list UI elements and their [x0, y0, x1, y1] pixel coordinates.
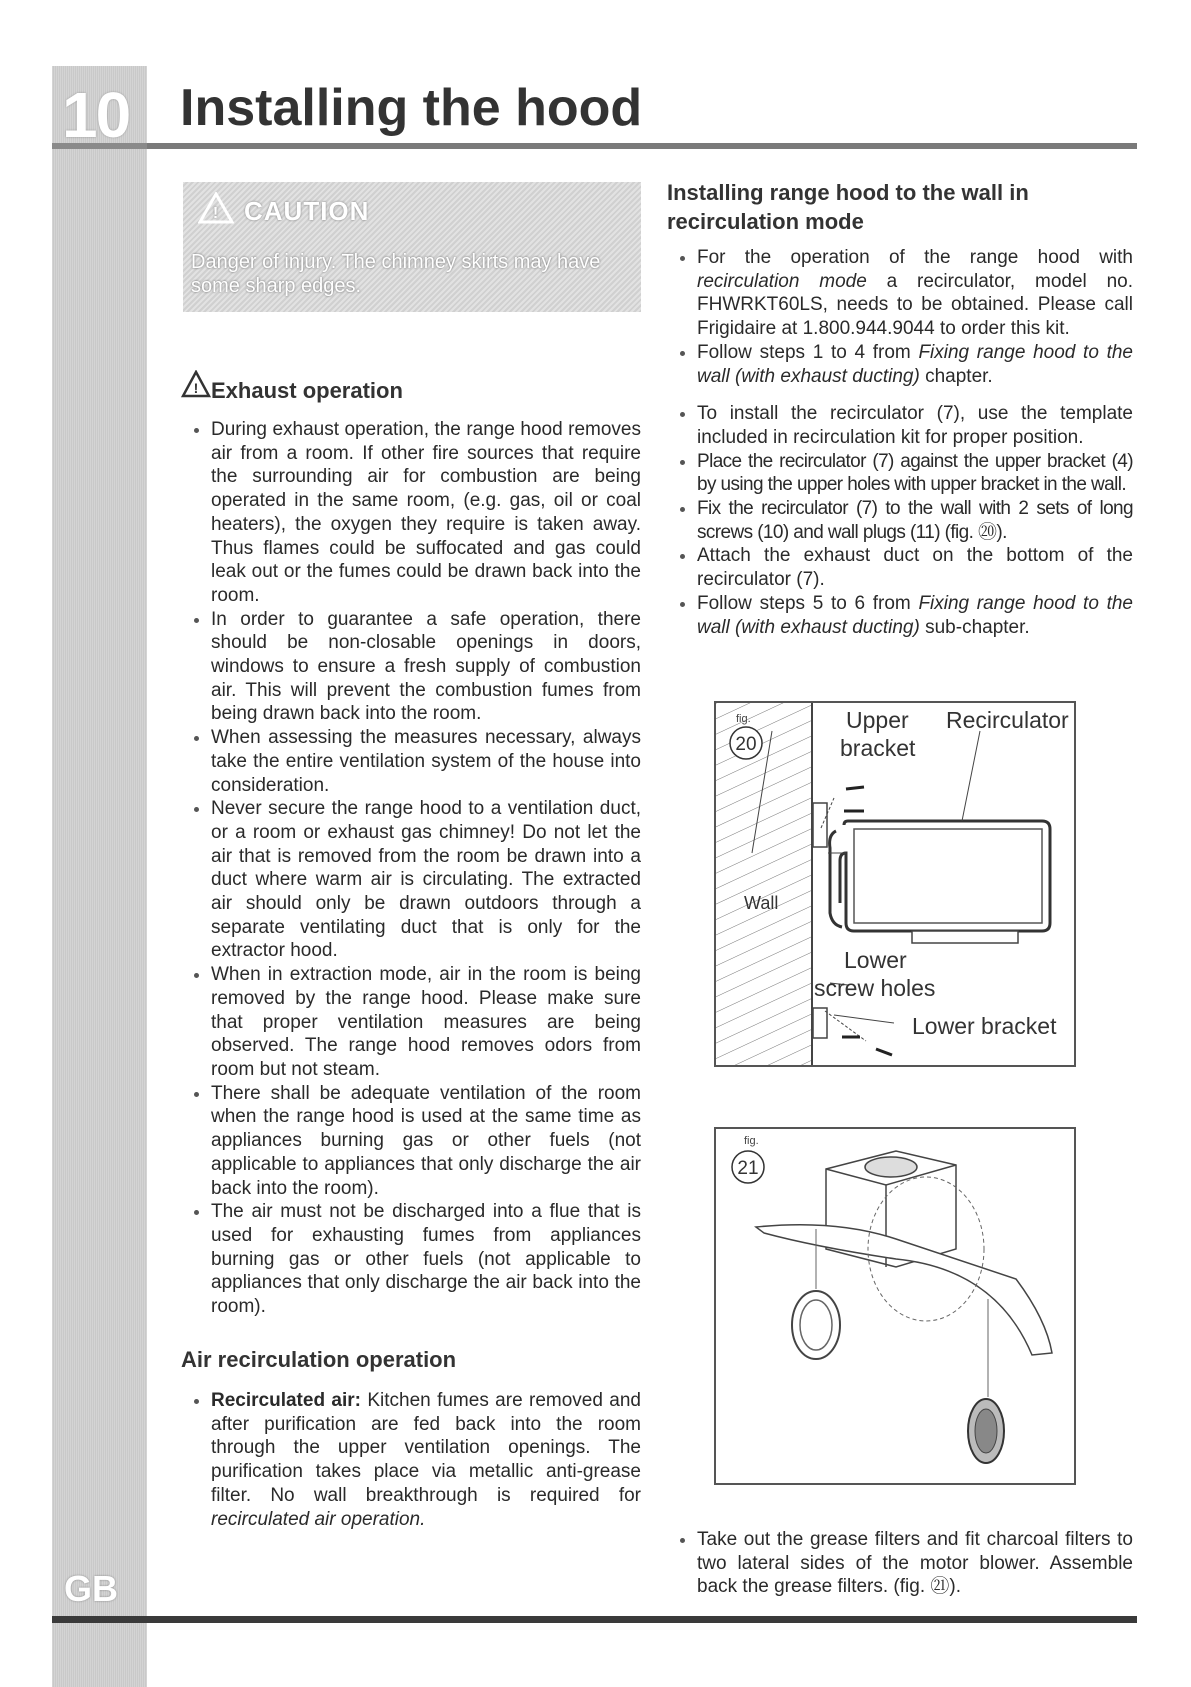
- callout-wall: Wall: [744, 893, 779, 913]
- list-item: • There shall be adequate ventilation of the room when the range hood is used at the same time as appliances burning gas or other fuels (not applicable to appliances that only discharge the air back into the room).: [211, 1082, 641, 1201]
- text-run: a recirculator, model no. FHWRKT60LS, needs to be obtained. Please call Frigidaire at 1.800.944.9044 to order this kit.: [697, 270, 1133, 340]
- list-item: [211, 1389, 641, 1531]
- exhaust-section: [181, 370, 641, 1319]
- callout-screw-holes: screw holes: [814, 975, 936, 1001]
- recirc-text: Kitchen fumes are removed and after purification are fed back into the room through the upper ventilation openings. The purification takes place via metallic anti-grease filter. No wall breakthrough is required for: [211, 1390, 641, 1506]
- final-step-list: [667, 1528, 1133, 1599]
- callout-lower-bracket: Lower bracket: [912, 1013, 1057, 1039]
- header-rule: [147, 143, 1137, 149]
- text-run: For the operation of the range hood with: [697, 247, 1133, 268]
- list-item: • Attach the exhaust duct on the bottom of the recirculator (7).: [697, 544, 1133, 591]
- list-item: [697, 592, 1133, 639]
- list-item: • Never secure the range hood to a ventilation duct, or a room or exhaust gas chimney! Do not let the air that is removed from the room be drawn into a duct where warm air is circulating. The extracted air should only be drawn outdoors through a separate ventilating duct that is only for the extractor hood.: [211, 797, 641, 963]
- list-item: • When in extraction mode, air in the room is being removed by the range hood. Please make sure that proper ventilation measures are being observed. The range hood removes odors from room but not steam.: [211, 963, 641, 1082]
- text-run: recirculation mode: [697, 270, 867, 292]
- caution-box: [183, 182, 641, 312]
- list-item: • When assessing the measures necessary, always take the entire ventilation system of the house into consideration.: [211, 726, 641, 797]
- exhaust-heading: Exhaust operation: [211, 378, 403, 403]
- warning-icon: [181, 370, 211, 404]
- exhaust-list: [181, 418, 641, 1319]
- list-item: [697, 341, 1133, 388]
- text-run: sub-chapter.: [919, 616, 1030, 638]
- list-item: [697, 246, 1133, 341]
- list-item: • Take out the grease filters and fit charcoal filters to two lateral sides of the motor blower. Assemble back the grease filters. (fig. ㉑).: [697, 1528, 1133, 1599]
- caution-heading-row: [198, 192, 369, 231]
- figure-label: fig.: [736, 713, 751, 725]
- figure-20: [714, 701, 1076, 1067]
- svg-text:!: !: [193, 380, 199, 396]
- callout-bracket: bracket: [840, 735, 916, 761]
- air-recirculation-heading: Air recirculation operation: [181, 1347, 457, 1372]
- warning-icon: [198, 192, 234, 231]
- figure-number: [730, 1149, 766, 1192]
- language-code: GB: [64, 1568, 118, 1609]
- text-run: chapter.: [919, 365, 993, 387]
- callout-lower: Lower: [844, 947, 907, 973]
- text-run: Follow steps 1 to 4 from: [697, 341, 919, 363]
- recirculation-install-section: [667, 178, 1133, 639]
- list-item: • Fix the recirculator (7) to the wall with 2 sets of long screws (10) and wall plugs (11) (fig. ⑳).: [697, 497, 1133, 544]
- air-recirculation-list: [181, 1389, 641, 1531]
- text-run: Follow steps 5 to 6 from: [697, 592, 919, 614]
- install-list-top: [667, 246, 1133, 388]
- list-item: • In order to guarantee a safe operation, there should be non-closable openings in doors, windows to ensure a fresh supply of combustion air. This will prevent the combustion fumes from being drawn back into the room.: [211, 608, 641, 727]
- list-item: • Place the recirculator (7) against the upper bracket (4) by using the upper holes with upper bracket in the wall.: [697, 450, 1133, 497]
- caution-heading: CAUTION: [244, 196, 370, 226]
- figure-number-text: 20: [735, 734, 757, 755]
- callout-recirculator: Recirculator: [946, 707, 1069, 733]
- air-recirculation-section: [181, 1347, 641, 1531]
- chapter-sidebar: [52, 66, 147, 1687]
- exhaust-heading-row: [181, 370, 641, 404]
- page-title: Installing the hood: [180, 79, 643, 137]
- figure-label: fig.: [744, 1135, 759, 1147]
- list-item: • During exhaust operation, the range hood removes air from a room. If other fire sources that require the surrounding air for combustion are being operated in the same room, (e.g. gas, oil or coal heaters), the oxygen they require is taken away. Thus flames could be suffocated and gas could leak out or the fumes could be drawn back into the room.: [211, 418, 641, 608]
- list-item: • The air must not be discharged into a flue that is used for exhausting fumes from appliances burning gas or other fuels (not applicable to appliances that only discharge the air back into the room).: [211, 1200, 641, 1319]
- hood-charcoal-filter-illustration: [716, 1129, 1074, 1483]
- text-run: Fixing range hood to the wall (with exhaust ducting): [697, 341, 1133, 387]
- bold-lead: Recirculated air:: [211, 1390, 361, 1411]
- caution-text: Danger of injury. The chimney skirts may have some sharp edges.: [191, 251, 601, 297]
- figure-number-text: 21: [737, 1158, 759, 1179]
- callout-upper: Upper: [846, 707, 909, 733]
- svg-text:!: !: [212, 205, 220, 222]
- chapter-number: 10: [62, 79, 130, 151]
- list-item: • To install the recirculator (7), use the template included in recirculation kit for proper position.: [697, 402, 1133, 449]
- figure-21: [714, 1127, 1076, 1485]
- text-run: Fixing range hood to the wall (with exhaust ducting): [697, 592, 1133, 638]
- install-list-bottom: [667, 402, 1133, 639]
- footer-rule: [52, 1616, 1137, 1623]
- recirculation-install-heading: Installing range hood to the wall in recirculation mode: [667, 180, 1029, 234]
- final-step-section: [667, 1528, 1133, 1599]
- recirc-italic: recirculated air operation.: [211, 1508, 426, 1530]
- figure-number: [728, 725, 764, 768]
